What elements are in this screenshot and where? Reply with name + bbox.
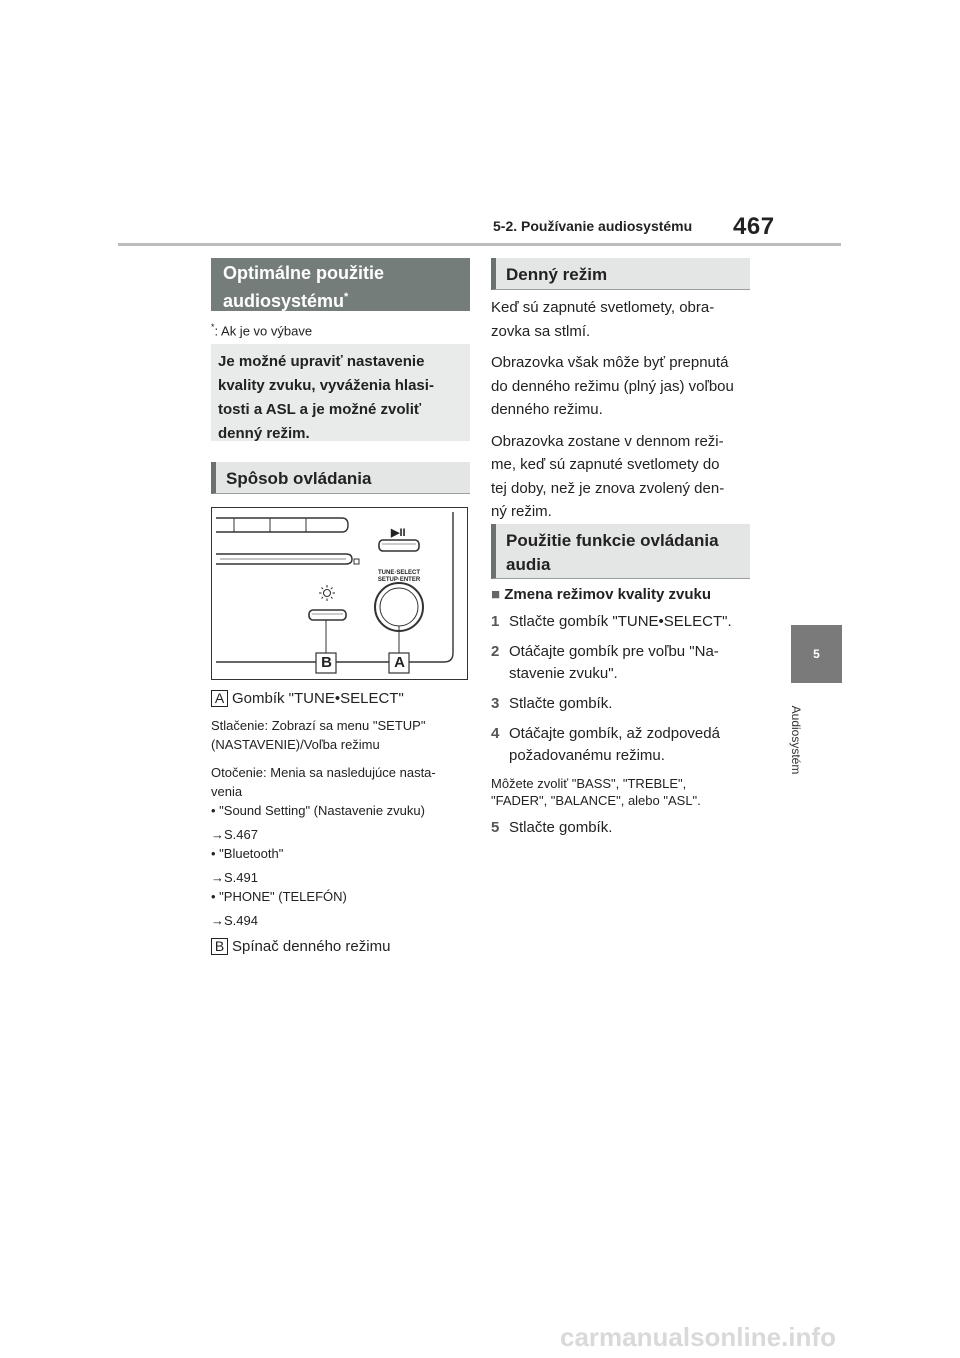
title-audio-control: Použitie funkcie ovládania audia xyxy=(491,524,750,579)
page-number: 467 xyxy=(733,213,775,240)
availability-note: *: Ak je vo výbave xyxy=(211,322,313,339)
step-item: 2 Otáčajte gombík pre voľbu "Na- stavenie zvuku". xyxy=(491,643,719,682)
brightness-icon xyxy=(319,585,335,601)
callout-a: A xyxy=(394,654,405,671)
square-bullet-icon: ■ xyxy=(491,586,501,603)
title-footnote-mark: * xyxy=(344,291,349,303)
section-heading: 5-2. Používanie audiosystému xyxy=(493,218,693,234)
title-optimal-use xyxy=(211,258,470,311)
play-pause-icon: ▶II xyxy=(391,527,406,539)
step-item: 3 Stlačte gombík. xyxy=(491,695,613,712)
steps-list xyxy=(491,611,756,839)
page-ref-link[interactable]: →S.491 xyxy=(211,870,258,885)
title-line-2: audiosystému* xyxy=(223,291,349,311)
page-ref-link[interactable]: →S.494 xyxy=(211,913,258,928)
intro-line: denný režim. xyxy=(218,425,310,442)
day-mode-text: Keď sú zapnuté svetlomety, obra- zovka sa stlmí. Obrazovka však môže byť prepnutá do denného režimu (plný jas) voľbou denného režimu. Obrazovka zostane v dennom reži- me, keď sú zapnuté svetlomety do tej doby, než je znova zvolený den- ný režim. xyxy=(491,299,734,520)
subsection-title: ■ Zmena režimov kvality zvuku xyxy=(491,586,711,603)
intro-line: tosti a ASL a je možné zvoliť xyxy=(218,401,422,418)
page-ref-link[interactable]: →S.467 xyxy=(211,827,258,842)
audio-panel-illustration xyxy=(211,507,468,680)
header-divider xyxy=(118,243,841,246)
knob-label: TUNE·SELECT SETUP·ENTER xyxy=(377,570,421,583)
item-b-title: B Spínač denného režimu xyxy=(211,936,473,958)
callout-b: B xyxy=(321,654,332,671)
title-control-method: Spôsob ovládania xyxy=(211,462,470,494)
watermark: carmanualsonline.info xyxy=(560,1322,836,1352)
step-item: 1 Stlačte gombík "TUNE•SELECT". xyxy=(491,613,732,630)
chapter-tab[interactable]: 5 xyxy=(791,625,842,683)
item-a-description: Stlačenie: Zobrazí sa menu "SETUP" (NASTAVENIE)/Voľba režimu Otočenie: Menia sa nasledujúce nasta- venia • "Sound Setting" (Nastavenie zvuku) →S.467 • "Bluetooth" →S.491 • "PHONE" (TELEFÓN) →S.494 xyxy=(211,716,473,930)
title-day-mode: Denný režim xyxy=(491,258,750,290)
intro-line: Je možné upraviť nastavenie xyxy=(218,353,425,370)
item-a-label: A xyxy=(211,690,228,707)
item-b-label: B xyxy=(211,938,228,955)
list-item: • "Bluetooth" xyxy=(211,846,284,861)
item-a-title: A Gombík "TUNE•SELECT" xyxy=(211,688,473,710)
step-item: 5 Stlačte gombík. xyxy=(491,819,613,836)
intro-line: kvality zvuku, vyváženia hlasi- xyxy=(218,377,434,394)
list-item: • "PHONE" (TELEFÓN) xyxy=(211,889,347,904)
step-item: 4 Otáčajte gombík, až zodpovedá požadovanému režimu. xyxy=(491,725,720,764)
intro-box xyxy=(211,344,470,441)
chapter-label: Audiosystém xyxy=(789,705,803,775)
step-note: Môžete zvoliť "BASS", "TREBLE", "FADER", "BALANCE", alebo "ASL". xyxy=(491,776,701,808)
title-line-1: Optimálne použitie xyxy=(223,263,385,283)
list-item: • "Sound Setting" (Nastavenie zvuku) xyxy=(211,803,425,818)
audio-panel-drawing xyxy=(212,508,467,679)
